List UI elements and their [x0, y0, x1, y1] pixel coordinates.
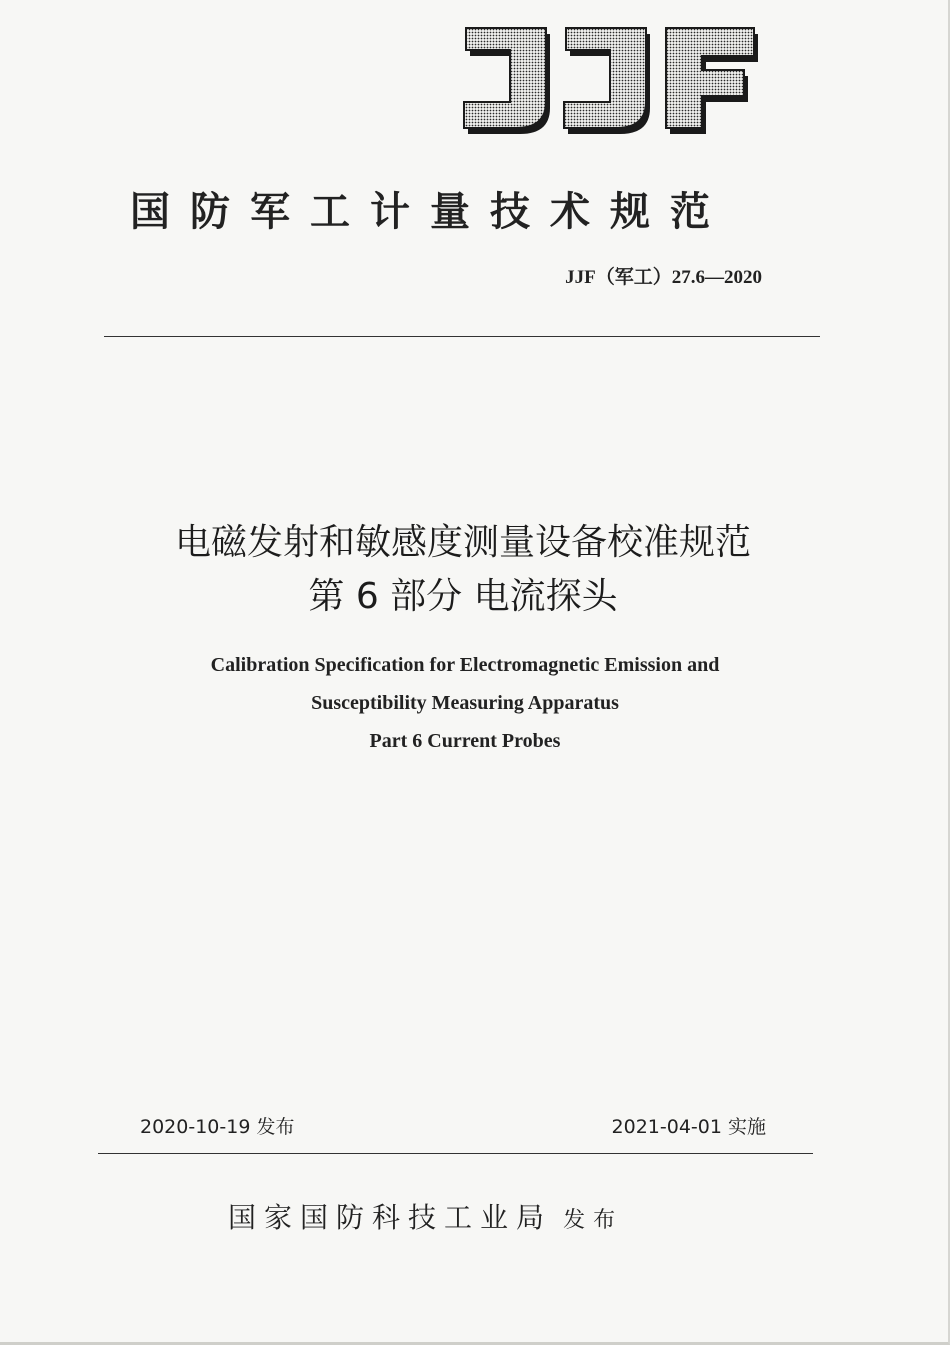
title-en-line-1: Calibration Specification for Electromagnetic Emission and: [210, 654, 720, 676]
jjf-logo: [462, 22, 760, 144]
jjf-logo-text: JJF: [462, 22, 464, 23]
publisher-organization: 国家国防科技工业局: [228, 1201, 553, 1234]
bottom-divider: [98, 1153, 813, 1154]
series-title: 国防军工计量技术规范: [130, 188, 730, 235]
title-cn-line-2: 第 6 部分 电流探头: [308, 576, 618, 617]
title-en-line-2: Susceptibility Measuring Apparatus: [311, 692, 619, 714]
implementation-date: 2021-04-01 实施: [611, 1116, 766, 1138]
title-en-line-3: Part 6 Current Probes: [369, 730, 561, 752]
standard-code: JJF（军工）27.6—2020: [565, 267, 762, 288]
top-divider: [104, 336, 820, 337]
title-cn-line-1: 电磁发射和敏感度测量设备校准规范: [174, 522, 751, 563]
publisher: [228, 1196, 623, 1236]
issue-date: 2020-10-19 发布: [140, 1116, 295, 1138]
publisher-action: 发布: [563, 1208, 624, 1233]
